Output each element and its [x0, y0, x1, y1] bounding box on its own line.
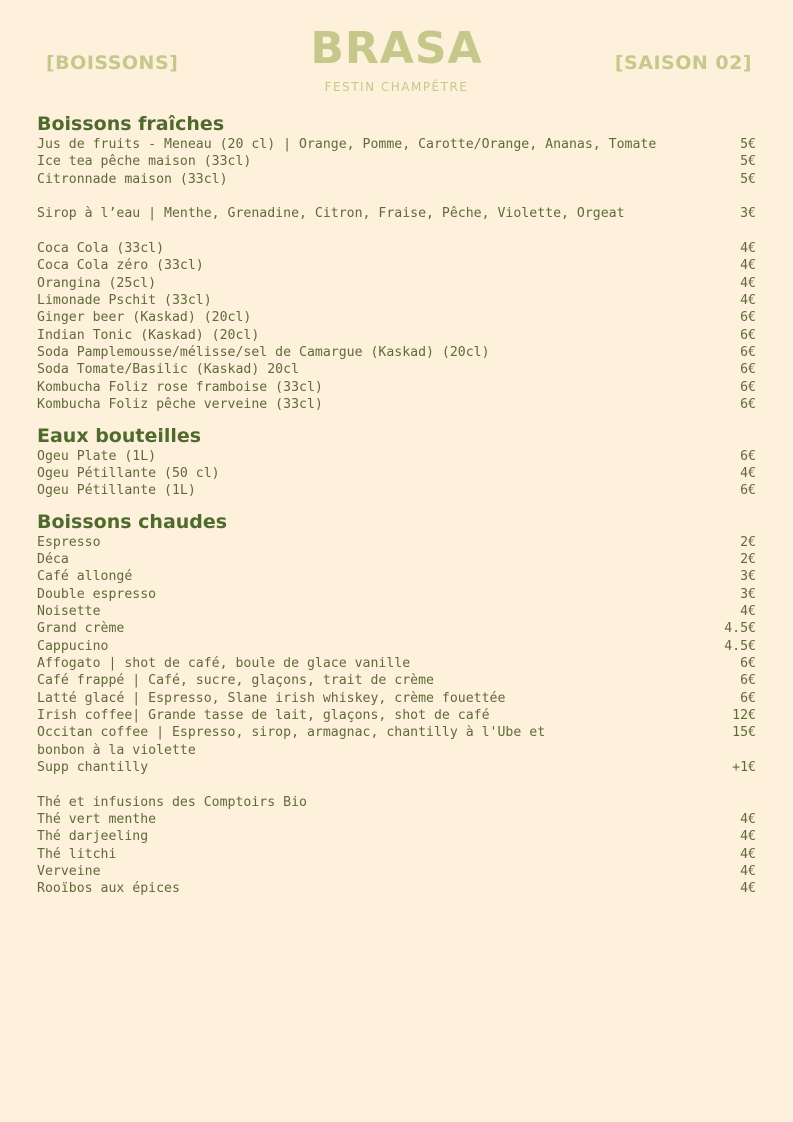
- item-name: Sirop à l’eau | Menthe, Grenadine, Citron, Fraise, Pêche, Violette, Orgeat: [37, 206, 625, 222]
- item-price: 6€: [740, 362, 756, 378]
- menu-item: [37, 759, 756, 776]
- item-price: 4€: [740, 258, 756, 274]
- item-price: 4€: [740, 293, 756, 309]
- menu-item: [37, 240, 756, 257]
- item-price: 6€: [740, 690, 756, 706]
- menu-item: [37, 655, 756, 672]
- spacer: [37, 223, 756, 240]
- menu-item: [37, 828, 756, 845]
- menu-item: [37, 153, 756, 170]
- item-name: Thé darjeeling: [37, 829, 149, 845]
- item-price: 5€: [740, 137, 756, 152]
- item-name: Supp chantilly: [37, 760, 149, 775]
- item-name: Café allongé: [37, 569, 133, 585]
- item-price: 4€: [740, 829, 756, 845]
- menu-item: [37, 534, 756, 551]
- section-title-boissons-fraiches: Boissons fraîches: [37, 113, 225, 135]
- item-name: Noisette: [37, 603, 101, 619]
- menu-item: [37, 690, 756, 707]
- item-price: +1€: [732, 760, 756, 775]
- item-name: Double espresso: [37, 586, 157, 602]
- menu-item: [37, 257, 756, 274]
- item-price: 6€: [740, 673, 756, 689]
- item-price: 6€: [740, 448, 756, 464]
- item-name: Grand crème: [37, 621, 125, 637]
- item-price: 4€: [740, 846, 756, 862]
- item-name: Irish coffee| Grande tasse de lait, glaçons, shot de café: [37, 707, 490, 723]
- season-tag: [SAISON 02]: [614, 52, 752, 74]
- menu-item: [37, 482, 756, 499]
- menu-item: [37, 846, 756, 863]
- item-price: 4€: [740, 465, 756, 481]
- item-name: Ogeu Plate (1L): [37, 448, 157, 464]
- item-name: Thé litchi: [37, 846, 117, 862]
- menu-item: [37, 880, 756, 897]
- item-price: 3€: [740, 569, 756, 585]
- menu-item: [37, 327, 756, 344]
- menu-item: [37, 551, 756, 568]
- item-price: 2€: [740, 534, 756, 550]
- menu-item: [37, 568, 756, 585]
- item-price: 6€: [740, 483, 756, 499]
- item-name: Indian Tonic (Kaskad) (20cl): [37, 327, 260, 343]
- item-name: Latté glacé | Espresso, Slane irish whiskey, crème fouettée: [37, 690, 506, 706]
- menu-item: [37, 379, 756, 396]
- menu-item: [37, 811, 756, 828]
- menu-item: [37, 465, 756, 482]
- section-title-boissons-chaudes: Boissons chaudes: [37, 510, 228, 533]
- category-tag: [BOISSONS]: [46, 52, 179, 74]
- menu-item: [37, 603, 756, 620]
- item-name: Coca Cola zéro (33cl): [37, 258, 204, 274]
- section-title-eaux-bouteilles: Eaux bouteilles: [37, 424, 202, 447]
- item-price: 4€: [740, 881, 756, 897]
- item-name: Coca Cola (33cl): [37, 241, 165, 257]
- item-name: Jus de fruits - Meneau (20 cl) | Orange, Pomme, Carotte/Orange, Ananas, Tomate: [37, 137, 657, 152]
- item-name: Verveine: [37, 864, 101, 880]
- menu-content: [37, 112, 756, 898]
- menu-item: [37, 672, 756, 689]
- item-price: 2€: [740, 551, 756, 567]
- item-name: Espresso: [37, 534, 101, 550]
- menu-item: [37, 361, 756, 378]
- item-price: 4.5€: [724, 621, 756, 637]
- item-name: Rooïbos aux épices: [37, 881, 180, 897]
- item-price: 6€: [740, 397, 756, 413]
- spacer: [37, 188, 756, 205]
- item-price: 5€: [740, 171, 756, 187]
- item-name: Orangina (25cl): [37, 275, 157, 291]
- spacer: [37, 776, 756, 793]
- item-price: 3€: [740, 206, 756, 222]
- menu-item: [37, 448, 756, 465]
- item-name: Affogato | shot de café, boule de glace vanille: [37, 655, 411, 671]
- menu-item: [37, 205, 756, 222]
- item-price: 15€: [732, 725, 756, 741]
- item-price: 3€: [740, 586, 756, 602]
- item-name: Ice tea pêche maison (33cl): [37, 154, 252, 170]
- item-price: 6€: [740, 345, 756, 361]
- item-price: 6€: [740, 655, 756, 671]
- item-name: Occitan coffee | Espresso, sirop, armagnac, chantilly à l'Ube et bonbon à la violette: [37, 725, 546, 758]
- menu-item: [37, 171, 756, 188]
- menu-item: [37, 136, 756, 153]
- item-price: 4€: [740, 603, 756, 619]
- item-name: Ogeu Pétillante (1L): [37, 483, 196, 499]
- item-price: 4.5€: [724, 638, 756, 654]
- menu-item: [37, 638, 756, 655]
- menu-item: [37, 396, 756, 413]
- tea-subheading: Thé et infusions des Comptoirs Bio: [37, 794, 307, 810]
- item-name: Citronnade maison (33cl): [37, 171, 228, 187]
- item-name: Ginger beer (Kaskad) (20cl): [37, 310, 252, 326]
- menu-item: [37, 707, 756, 724]
- item-price: 6€: [740, 327, 756, 343]
- menu-item: [37, 724, 756, 759]
- menu-item: [37, 275, 756, 292]
- item-price: 6€: [740, 379, 756, 395]
- menu-item: [37, 292, 756, 309]
- item-name: Ogeu Pétillante (50 cl): [37, 465, 220, 481]
- item-price: 4€: [740, 275, 756, 291]
- brand-subtitle: FESTIN CHAMPÊTRE: [324, 80, 469, 94]
- item-name: Déca: [37, 551, 69, 567]
- menu-header: [0, 0, 793, 110]
- menu-item: [37, 309, 756, 326]
- item-price: 6€: [740, 310, 756, 326]
- item-price: 5€: [740, 154, 756, 170]
- menu-item: [37, 863, 756, 880]
- item-name: Soda Pamplemousse/mélisse/sel de Camargue (Kaskad) (20cl): [37, 345, 490, 361]
- item-price: 4€: [740, 241, 756, 257]
- item-price: 4€: [740, 864, 756, 880]
- item-name: Soda Tomate/Basilic (Kaskad) 20cl: [37, 362, 300, 378]
- item-name: Limonade Pschit (33cl): [37, 293, 212, 309]
- item-name: Kombucha Foliz pêche verveine (33cl): [37, 397, 323, 413]
- item-name: Kombucha Foliz rose framboise (33cl): [37, 379, 323, 395]
- brand-logo: BRASA: [310, 23, 483, 74]
- menu-item: [37, 344, 756, 361]
- item-name: Thé vert menthe: [37, 812, 157, 828]
- menu-item: [37, 620, 756, 637]
- item-name: Cappucino: [37, 638, 109, 654]
- item-price: 4€: [740, 812, 756, 828]
- menu-item: [37, 586, 756, 603]
- item-name: Café frappé | Café, sucre, glaçons, trait de crème: [37, 673, 434, 689]
- item-price: 12€: [732, 707, 756, 723]
